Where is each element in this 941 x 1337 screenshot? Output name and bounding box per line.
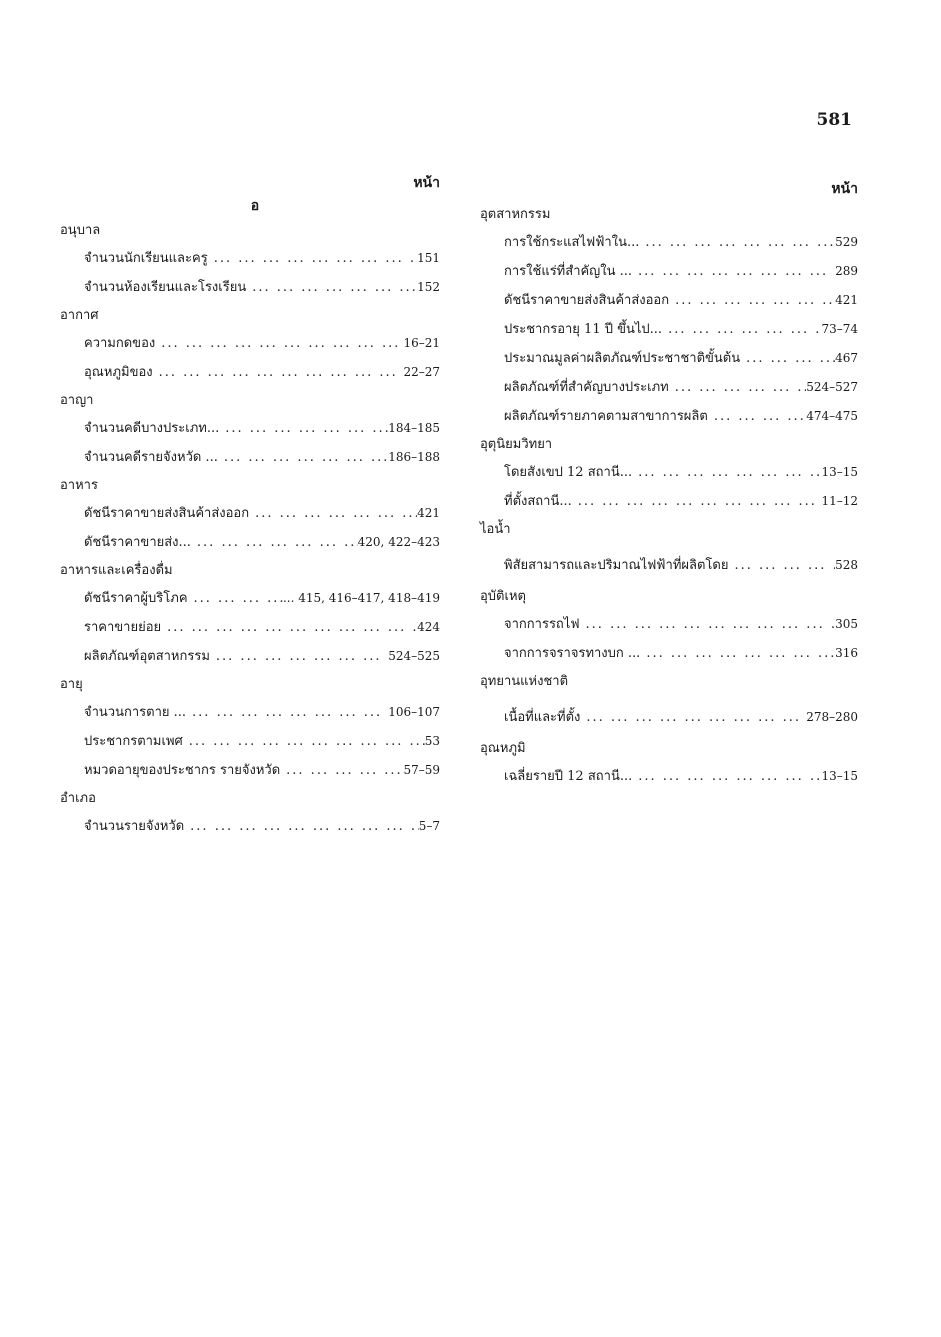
index-entry <box>60 414 440 443</box>
index-heading: อำเภอ <box>60 791 96 806</box>
entry-label: ราคาขายย่อย <box>84 620 162 635</box>
index-entry <box>60 642 440 671</box>
entry-label: พิสัยสามารถและปริมาณไฟฟ้าที่ผลิตโดย <box>504 558 729 573</box>
entry-pages: 467 <box>835 351 858 365</box>
entry-pages: 152 <box>417 280 440 294</box>
index-group <box>60 217 440 302</box>
dot-leader <box>632 762 821 791</box>
index-entry <box>60 812 440 841</box>
entry-pages: 11–12 <box>821 494 858 508</box>
entry-pages: 186–188 <box>388 450 440 464</box>
entry-label: การใช้แร่ที่สำคัญใน ... <box>504 264 633 279</box>
entry-label: จำนวนคดีรายจังหวัด ... <box>84 450 218 465</box>
index-entry <box>60 584 440 613</box>
entry-pages: 424 <box>417 620 440 634</box>
index-entry <box>480 373 858 402</box>
dot-leader <box>191 528 358 557</box>
entry-pages: 13–15 <box>821 465 858 479</box>
dot-leader <box>161 613 417 642</box>
index-heading: อาหาร <box>60 478 98 493</box>
entry-label: ผลิตภัณฑ์ที่สำคัญบางประเภท <box>504 380 669 395</box>
page-column-header: หน้า <box>413 175 440 191</box>
dot-leader <box>208 244 417 273</box>
entry-label: ผลิตภัณฑ์รายภาคตามสาขาการผลิต <box>504 409 708 424</box>
index-column-right <box>480 172 858 791</box>
index-heading: อากาศ <box>60 308 99 323</box>
entry-pages: 305 <box>835 617 858 631</box>
entry-pages: 524–527 <box>806 380 858 394</box>
index-heading: อุบัติเหตุ <box>480 589 526 604</box>
entry-label: ดัชนีราคาขายส่งสินค้าส่งออก <box>504 293 670 308</box>
dot-leader <box>219 414 388 443</box>
entry-label: โดยสังเขป 12 สถานี... <box>504 465 633 480</box>
entry-label: ประชากรอายุ 11 ปี ขึ้นไป... <box>504 322 663 337</box>
entry-pages: 289 <box>835 264 858 278</box>
entry-pages: 278–280 <box>806 710 858 724</box>
index-column-left <box>60 172 440 841</box>
dot-leader <box>280 756 403 785</box>
entry-pages: 53 <box>424 734 440 748</box>
index-entry <box>480 487 858 516</box>
index-entry <box>60 727 440 756</box>
index-entry <box>60 756 440 785</box>
entry-pages: 524–525 <box>388 649 440 663</box>
dot-leader <box>210 642 388 671</box>
entry-pages: 420, 422–423 <box>357 535 440 549</box>
index-entry <box>60 698 440 727</box>
entry-pages: 5–7 <box>418 819 440 833</box>
entry-label: ที่ตั้งสถานี... <box>504 494 572 509</box>
index-group <box>480 516 858 583</box>
dot-leader <box>580 610 836 639</box>
index-entry <box>480 228 858 257</box>
index-group <box>60 387 440 472</box>
index-entry <box>480 257 858 286</box>
entry-pages: 73–74 <box>821 322 858 336</box>
entry-pages: 421 <box>417 506 440 520</box>
index-entry <box>60 273 440 302</box>
index-heading: อุทยานแห่งชาติ <box>480 674 569 689</box>
index-entry <box>60 358 440 387</box>
index-group <box>60 557 440 671</box>
index-entry <box>60 528 440 557</box>
page-column-header: หน้า <box>831 181 858 197</box>
entry-pages: 22–27 <box>403 365 440 379</box>
dot-leader <box>662 315 821 344</box>
index-heading: ไอน้ำ <box>480 522 511 537</box>
index-group <box>480 201 858 431</box>
dot-leader <box>639 228 835 257</box>
dot-leader <box>669 286 835 315</box>
index-heading: อนุบาล <box>60 223 101 238</box>
index-heading: อุตสาหกรรม <box>480 207 551 222</box>
entry-pages: 13–15 <box>821 769 858 783</box>
entry-label: จำนวนการตาย ... <box>84 705 187 720</box>
dot-leader <box>184 812 419 841</box>
index-entry <box>480 458 858 487</box>
entry-pages: ... 415, 416–417, 418–419 <box>282 591 440 605</box>
entry-label: ประมาณมูลค่าผลิตภัณฑ์ประชาชาติขั้นต้น <box>504 351 741 366</box>
entry-pages: 106–107 <box>388 705 440 719</box>
index-heading: อายุ <box>60 677 83 692</box>
entry-label: จำนวนนักเรียนและครู <box>84 251 208 266</box>
entry-pages: 529 <box>835 235 858 249</box>
index-heading: อุตุนิยมวิทยา <box>480 437 553 452</box>
index-entry <box>60 499 440 528</box>
dot-leader <box>572 487 822 516</box>
entry-pages: 421 <box>835 293 858 307</box>
entry-label: จากการจราจรทางบก ... <box>504 646 641 661</box>
entry-pages: 16–21 <box>403 336 440 350</box>
index-group <box>480 668 858 735</box>
index-entry <box>480 610 858 639</box>
index-heading: อุณหภูมิ <box>480 741 526 756</box>
entry-pages: 184–185 <box>388 421 440 435</box>
entry-label: จากการรถไฟ <box>504 617 580 632</box>
dot-leader <box>246 273 417 302</box>
index-heading: อาหารและเครื่องดื่ม <box>60 563 173 578</box>
dot-leader <box>708 402 806 431</box>
entry-label: จำนวนห้องเรียนและโรงเรียน <box>84 280 247 295</box>
page-number: 581 <box>816 110 852 130</box>
index-group <box>60 671 440 785</box>
entry-label: การใช้กระแสไฟฟ้าใน... <box>504 235 640 250</box>
dot-leader <box>580 696 806 740</box>
entry-label: ดัชนีราคาผู้บริโภค <box>84 591 188 606</box>
index-heading: อาญา <box>60 393 94 408</box>
entry-label: ประชากรตามเพศ <box>84 734 183 749</box>
index-entry <box>60 244 440 273</box>
dot-leader <box>640 639 835 668</box>
index-entry <box>60 329 440 358</box>
index-entry <box>60 443 440 472</box>
dot-leader <box>728 544 835 588</box>
entry-pages: 57–59 <box>403 763 440 777</box>
entry-label: ดัชนีราคาขายส่งสินค้าส่งออก <box>84 506 250 521</box>
index-entry <box>480 315 858 344</box>
dot-leader <box>153 358 404 387</box>
dot-leader <box>632 257 835 286</box>
index-entry <box>480 639 858 668</box>
dot-leader <box>155 329 403 358</box>
entry-label: จำนวนรายจังหวัด <box>84 819 185 834</box>
entry-label: ความกดของ <box>84 336 156 351</box>
entry-label: จำนวนคดีบางประเภท... <box>84 421 220 436</box>
entry-label: หมวดอายุของประชากร รายจังหวัด <box>84 763 281 778</box>
index-group <box>60 785 440 841</box>
dot-leader <box>186 698 388 727</box>
entry-pages: 474–475 <box>806 409 858 423</box>
dot-leader <box>183 727 425 756</box>
index-group <box>480 583 858 668</box>
index-group <box>60 472 440 557</box>
letter-heading: อ <box>250 198 260 214</box>
index-entry <box>60 613 440 642</box>
index-group <box>60 302 440 387</box>
index-entry <box>480 286 858 315</box>
entry-pages: 528 <box>835 558 858 572</box>
index-entry <box>480 344 858 373</box>
entry-pages: 316 <box>835 646 858 660</box>
entry-label: อุณหภูมิของ <box>84 365 153 380</box>
index-entry <box>480 543 858 583</box>
entry-label: เนื้อที่และที่ตั้ง <box>504 710 581 725</box>
dot-leader <box>249 499 417 528</box>
dot-leader <box>188 584 283 613</box>
dot-leader <box>632 458 821 487</box>
index-group <box>480 431 858 516</box>
index-entry <box>480 695 858 735</box>
entry-pages: 151 <box>417 251 440 265</box>
entry-label: ดัชนีราคาขายส่ง... <box>84 535 191 550</box>
dot-leader <box>218 443 388 472</box>
index-entry <box>480 402 858 431</box>
dot-leader <box>669 373 806 402</box>
index-entry <box>480 762 858 791</box>
entry-label: เฉลี่ยรายปี 12 สถานี... <box>504 769 633 784</box>
index-group <box>480 735 858 791</box>
entry-label: ผลิตภัณฑ์อุตสาหกรรม <box>84 649 210 664</box>
dot-leader <box>740 344 835 373</box>
